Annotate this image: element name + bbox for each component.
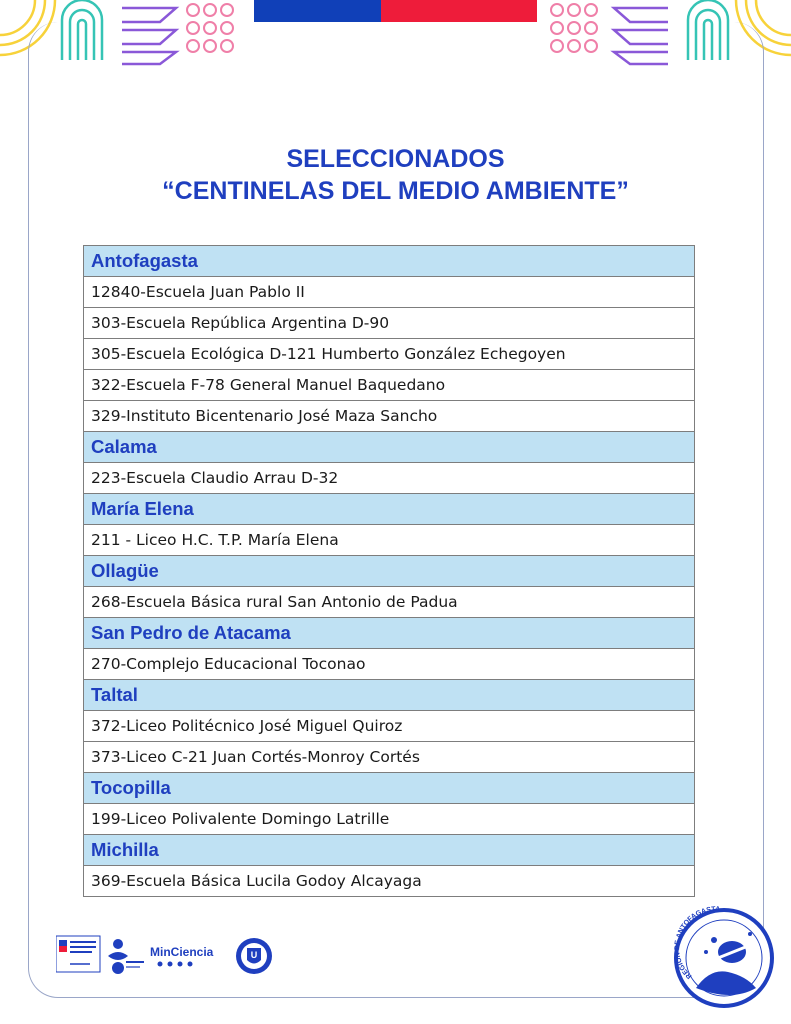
page-title: SELECCIONADOS bbox=[286, 145, 505, 173]
region-header-row bbox=[84, 246, 695, 277]
school-row bbox=[84, 463, 695, 494]
region-seal-icon bbox=[672, 906, 776, 1010]
university-crest-icon bbox=[236, 938, 272, 974]
flag-blue-bar bbox=[254, 0, 381, 22]
region-name: Calama bbox=[84, 432, 695, 463]
school-name: 199-Liceo Polivalente Domingo Latrille bbox=[84, 804, 695, 835]
region-header-row bbox=[84, 835, 695, 866]
page-subtitle: “CENTINELAS DEL MEDIO AMBIENTE” bbox=[162, 177, 629, 205]
school-name: 372-Liceo Politécnico José Miguel Quiroz bbox=[84, 711, 695, 742]
school-row bbox=[84, 401, 695, 432]
school-row bbox=[84, 525, 695, 556]
region-header-row bbox=[84, 494, 695, 525]
school-name: 322-Escuela F-78 General Manuel Baquedano bbox=[84, 370, 695, 401]
region-header-row bbox=[84, 618, 695, 649]
school-name: 270-Complejo Educacional Toconao bbox=[84, 649, 695, 680]
region-header-row bbox=[84, 556, 695, 587]
institutional-logos bbox=[56, 934, 286, 982]
school-row bbox=[84, 866, 695, 897]
school-row bbox=[84, 277, 695, 308]
school-name: 223-Escuela Claudio Arrau D-32 bbox=[84, 463, 695, 494]
region-name: Michilla bbox=[84, 835, 695, 866]
school-row bbox=[84, 649, 695, 680]
school-row bbox=[84, 370, 695, 401]
school-row bbox=[84, 587, 695, 618]
school-name: 369-Escuela Básica Lucila Godoy Alcayaga bbox=[84, 866, 695, 897]
school-name: 305-Escuela Ecológica D-121 Humberto González Echegoyen bbox=[84, 339, 695, 370]
svg-text:U: U bbox=[250, 950, 258, 960]
selected-schools-table bbox=[83, 245, 695, 897]
ministry-logo bbox=[56, 936, 100, 972]
school-row bbox=[84, 308, 695, 339]
school-name: 268-Escuela Básica rural San Antonio de Padua bbox=[84, 587, 695, 618]
region-name: San Pedro de Atacama bbox=[84, 618, 695, 649]
school-row bbox=[84, 339, 695, 370]
school-name: 373-Liceo C-21 Juan Cortés-Monroy Cortés bbox=[84, 742, 695, 773]
explora-logo bbox=[108, 939, 144, 974]
school-row bbox=[84, 742, 695, 773]
school-name: 303-Escuela República Argentina D-90 bbox=[84, 308, 695, 339]
flag-red-bar bbox=[381, 0, 537, 22]
svg-text:REGIÓN DE ANTOFAGASTA: REGIÓN DE ANTOFAGASTA bbox=[674, 906, 721, 980]
region-header-row bbox=[84, 680, 695, 711]
region-name: Ollagüe bbox=[84, 556, 695, 587]
region-name: Antofagasta bbox=[84, 246, 695, 277]
school-name: 329-Instituto Bicentenario José Maza Sancho bbox=[84, 401, 695, 432]
school-row bbox=[84, 804, 695, 835]
region-name: Taltal bbox=[84, 680, 695, 711]
region-name: María Elena bbox=[84, 494, 695, 525]
school-row bbox=[84, 711, 695, 742]
region-header-row bbox=[84, 432, 695, 463]
school-name: 211 - Liceo H.C. T.P. María Elena bbox=[84, 525, 695, 556]
region-header-row bbox=[84, 773, 695, 804]
svg-text:MinCiencia: MinCiencia bbox=[150, 945, 214, 959]
region-name: Tocopilla bbox=[84, 773, 695, 804]
school-name: 12840-Escuela Juan Pablo II bbox=[84, 277, 695, 308]
minciencia-logo bbox=[150, 945, 214, 967]
